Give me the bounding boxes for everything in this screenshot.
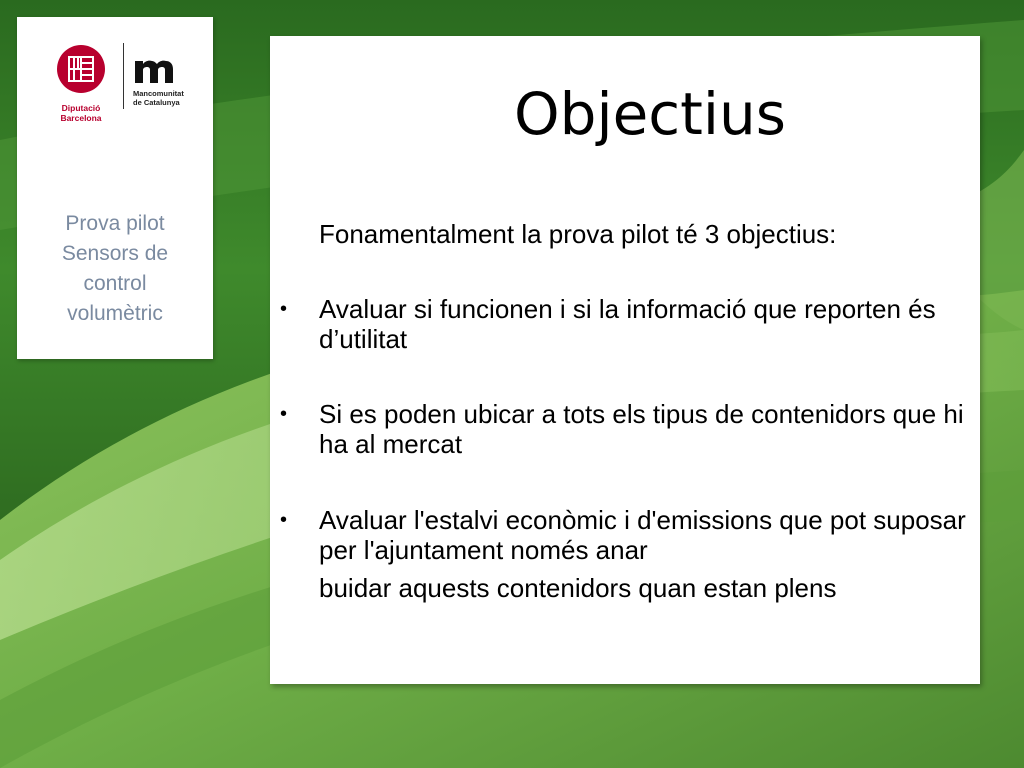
side-title-line: Prova pilot	[65, 212, 165, 235]
logos	[51, 43, 201, 129]
diputacio-emblem-icon	[51, 43, 111, 99]
objective-text: Avaluar l'estalvi econòmic i d'emissions que pot suposar per l'ajuntament només anar	[319, 505, 966, 565]
bullet-icon: •	[280, 298, 288, 320]
side-title-line: control	[83, 272, 147, 295]
side-title-line: volumètric	[67, 302, 163, 325]
mancomunitat-line2: de Catalunya	[133, 98, 180, 107]
mancomunitat-mark-icon	[133, 53, 183, 85]
intro-text: Fonamentalment la prova pilot té 3 objectius:	[319, 219, 837, 249]
logo-panel	[17, 17, 213, 359]
diputacio-barcelona-logo	[51, 43, 111, 129]
side-title	[17, 209, 213, 329]
bullet-icon: •	[280, 509, 288, 531]
objective-text: Avaluar si funcionen i si la informació que reporten és d’utilitat	[319, 294, 936, 354]
content-card	[270, 36, 980, 684]
diputacio-line2: Barcelona	[60, 113, 102, 123]
mancomunitat-line1: Mancomunitat	[133, 89, 184, 98]
diputacio-line1: Diputació	[61, 103, 101, 113]
mancomunitat-logo	[133, 53, 203, 113]
slide-title: Objectius	[514, 80, 786, 148]
objective-text: Si es poden ubicar a tots els tipus de contenidors que hi ha al mercat	[319, 399, 964, 459]
logo-divider	[123, 43, 124, 109]
side-title-line: Sensors de	[61, 242, 169, 265]
objective-continuation-text: buidar aquests contenidors quan estan plens	[319, 573, 837, 603]
bullet-icon: •	[280, 403, 288, 425]
